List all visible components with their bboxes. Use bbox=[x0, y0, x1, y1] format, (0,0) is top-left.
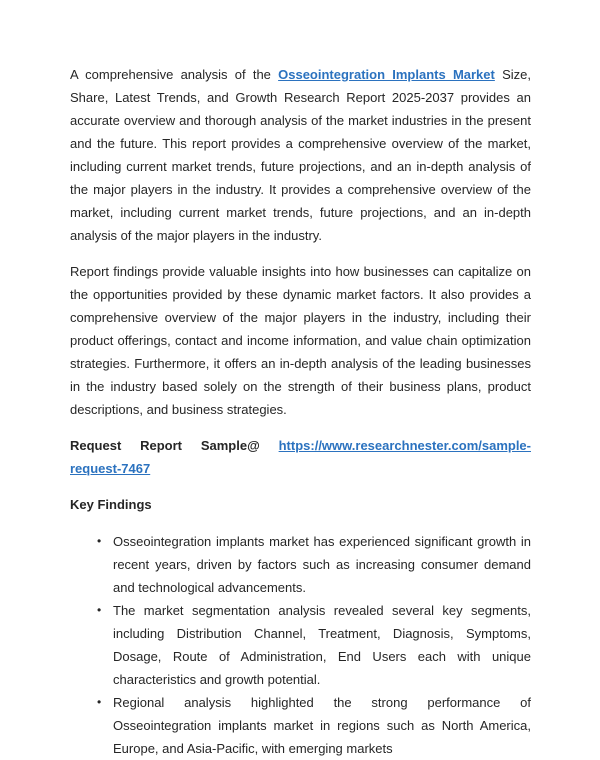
sample-request-link[interactable]: https://www.researchnester.com/sample-request-7467 bbox=[70, 438, 531, 476]
intro-paragraph bbox=[70, 63, 531, 247]
sample-request-line bbox=[70, 434, 531, 480]
bullet-text: Regional analysis highlighted the strong performance of Osseointegration implants market in regions such as North America, Europe, and Asia-Pacific, with emerging markets bbox=[113, 695, 531, 756]
list-item bbox=[70, 599, 531, 691]
sample-request-label: Request Report Sample@ bbox=[70, 438, 279, 453]
bullet-icon: • bbox=[97, 534, 102, 548]
list-item bbox=[70, 691, 531, 760]
intro-paragraph-suffix: Size, Share, Latest Trends, and Growth Research Report 2025-2037 provides an accurate overview and thorough analysis of the market industries in the present and the future. This report provides a comprehensive overview of the market, including current market trends, future projections, and an in-depth analysis of the major players in the industry. It provides a comprehensive overview of the market, including current market trends, future projections, and an in-depth analysis of the major players in the industry. bbox=[70, 67, 531, 243]
bullet-text: The market segmentation analysis revealed several key segments, including Distribution Channel, Treatment, Diagnosis, Symptoms, Dosage, Route of Administration, End Users each with unique characteristics and growth potential. bbox=[113, 603, 531, 687]
bullet-icon: • bbox=[97, 603, 102, 617]
key-findings-list bbox=[70, 530, 531, 760]
list-item bbox=[70, 530, 531, 599]
bullet-text: Osseointegration implants market has experienced significant growth in recent years, driven by factors such as increasing consumer demand and technological advancements. bbox=[113, 534, 531, 595]
details-paragraph: Report findings provide valuable insights into how businesses can capitalize on the opportunities provided by these dynamic market factors. It also provides a comprehensive overview of the major players in the industry, including their product offerings, contact and income information, and value chain optimization strategies. Furthermore, it offers an in-depth analysis of the leading businesses in the industry based solely on the strength of their business plans, product descriptions, and business strategies. bbox=[70, 264, 531, 417]
market-report-link[interactable]: Osseointegration Implants Market bbox=[278, 67, 495, 82]
intro-paragraph-prefix: A comprehensive analysis of the bbox=[70, 67, 279, 82]
key-findings-heading: Key Findings bbox=[70, 497, 152, 512]
bullet-icon: • bbox=[97, 695, 102, 709]
